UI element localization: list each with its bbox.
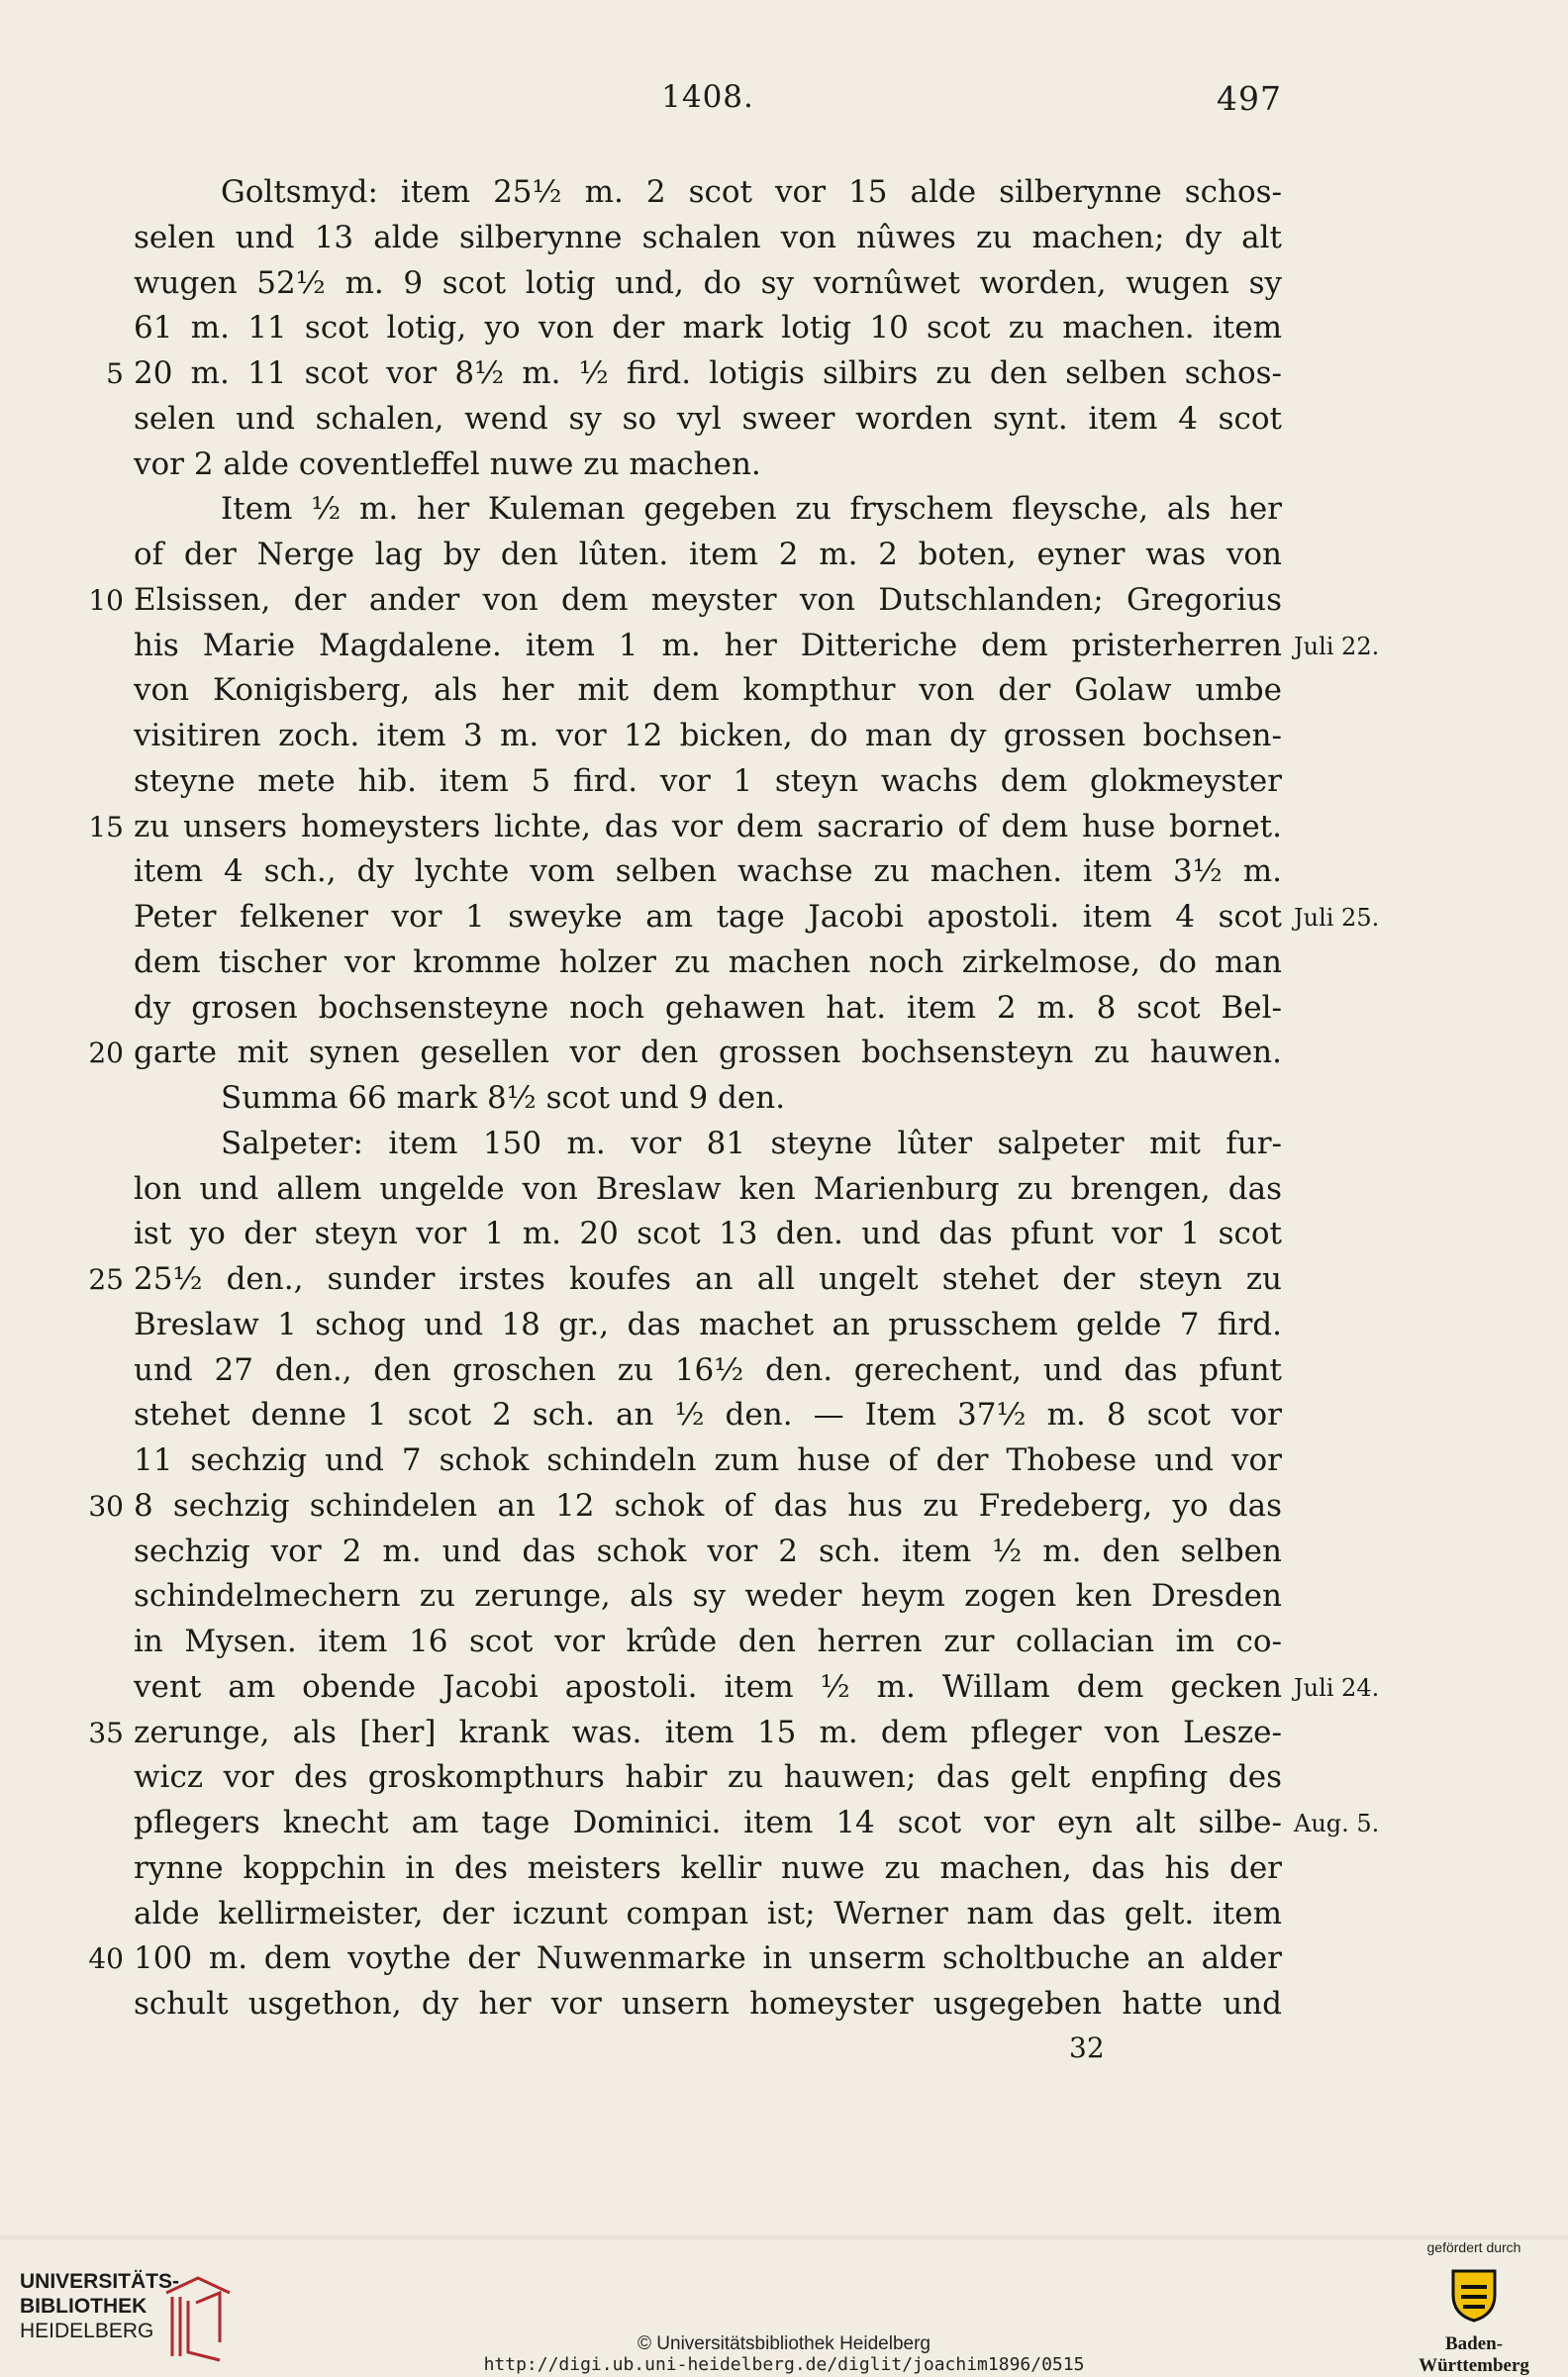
state-name: Baden-Württemberg xyxy=(1419,2333,1529,2376)
line-text: Goltsmyd: item 25½ m. 2 scot vor 15 alde silberynne schos- xyxy=(221,174,1282,210)
text-line xyxy=(88,805,1282,850)
line-text: garte mit synen gesellen vor den grossen bochsensteyn zu hauwen. xyxy=(134,1035,1282,1071)
library-name-line2: BIBLIOTHEK xyxy=(20,2295,147,2318)
line-text: 100 m. dem voythe der Nuwenmarke in unserm scholtbuche an alder xyxy=(134,1940,1282,1977)
text-line xyxy=(134,668,1282,714)
line-text: ist yo der steyn vor 1 m. 20 scot 13 den. und das pfunt vor 1 scot xyxy=(134,1216,1282,1252)
text-line xyxy=(134,1530,1282,1575)
line-text: dem tischer vor kromme holzer zu machen noch zirkelmose, do man xyxy=(134,943,1282,980)
text-line xyxy=(134,261,1282,307)
text-line xyxy=(134,624,1380,669)
line-text: Item ½ m. her Kuleman gegeben zu fryschem fleysche, als her xyxy=(221,491,1282,528)
text-line xyxy=(134,895,1380,941)
main-text xyxy=(88,170,1380,2028)
ub-heidelberg-logo[interactable] xyxy=(20,2269,179,2343)
line-number: 35 xyxy=(88,1716,124,1749)
text-line xyxy=(134,397,1282,443)
text-line xyxy=(134,306,1282,351)
text-line xyxy=(106,351,1282,397)
text-line xyxy=(134,1076,1282,1122)
copyright-text: © Universitätsbibliothek Heidelberg xyxy=(637,2333,931,2354)
text-line xyxy=(134,1755,1282,1801)
text-line xyxy=(134,714,1282,759)
text-line xyxy=(88,1711,1282,1756)
text-line xyxy=(134,1348,1282,1394)
page-header xyxy=(134,79,1282,127)
margin-date-note: Juli 24. xyxy=(1294,1673,1380,1702)
line-text: 8 sechzig schindelen an 12 schok of das hus zu Fredeberg, yo das xyxy=(134,1487,1282,1524)
text-line xyxy=(134,170,1282,216)
page-number: 497 xyxy=(1217,79,1282,118)
text-line xyxy=(134,1167,1282,1213)
text-line xyxy=(134,1122,1282,1167)
text-line xyxy=(134,759,1282,805)
footer-credit xyxy=(396,2333,1172,2375)
line-text: 20 m. 11 scot vor 8½ m. ½ fird. lotigis silbirs zu den selben schos- xyxy=(134,355,1282,391)
text-line xyxy=(134,1892,1282,1937)
text-line xyxy=(88,1484,1282,1530)
line-text: und 27 den., den groschen zu 16½ den. gerechent, und das pfunt xyxy=(134,1351,1282,1388)
text-line xyxy=(134,443,1282,488)
line-text: Elsissen, der ander von dem meyster von Dutschlanden; Gregorius xyxy=(134,581,1282,618)
text-line xyxy=(134,986,1282,1032)
line-text: steyne mete hib. item 5 fird. vor 1 steyn wachs dem glokmeyster xyxy=(134,762,1282,799)
text-line xyxy=(88,578,1282,624)
line-text: zerunge, als [her] krank was. item 15 m. dem pfleger von Lesze- xyxy=(134,1714,1282,1750)
state-coat-of-arms-icon xyxy=(1447,2265,1501,2325)
line-number: 30 xyxy=(88,1489,124,1523)
line-text: alde kellirmeister, der iczunt compan ist; Werner nam das gelt. item xyxy=(134,1895,1282,1931)
margin-date-note: Juli 25. xyxy=(1294,904,1380,932)
text-line xyxy=(134,1212,1282,1257)
line-number: 5 xyxy=(106,357,124,390)
line-text: his Marie Magdalene. item 1 m. her Ditteriche dem pristerherren xyxy=(134,627,1282,663)
permalink-url[interactable]: http://digi.ub.uni-heidelberg.de/diglit/joachim1896/0515 xyxy=(483,2354,1085,2375)
library-name-line3: HEIDELBERG xyxy=(20,2320,154,2342)
margin-date-note: Juli 22. xyxy=(1294,632,1380,660)
line-number: 25 xyxy=(88,1263,124,1296)
line-text: Peter felkener vor 1 sweyke am tage Jacobi apostoli. item 4 scot xyxy=(134,899,1282,935)
line-text: sechzig vor 2 m. und das schok vor 2 sch. item ½ m. den selben xyxy=(134,1533,1282,1569)
sponsor-logo[interactable] xyxy=(1400,2239,1548,2377)
line-text: vor 2 alde coventleffel nuwe zu machen. xyxy=(134,446,761,482)
text-line xyxy=(134,216,1282,261)
line-text: rynne koppchin in des meisters kellir nuwe zu machen, das his der xyxy=(134,1849,1282,1886)
footer xyxy=(0,2239,1568,2376)
line-number: 40 xyxy=(88,1942,124,1976)
line-text: selen und 13 alde silberynne schalen von nûwes zu machen; dy alt xyxy=(134,219,1282,255)
line-text: stehet denne 1 scot 2 sch. an ½ den. — Item 37½ m. 8 scot vor xyxy=(134,1397,1282,1434)
text-line xyxy=(88,1257,1282,1303)
text-line xyxy=(134,1303,1282,1348)
ub-logo-mark-icon xyxy=(158,2273,238,2362)
line-text: Breslaw 1 schog und 18 gr., das machet an prusschem gelde 7 fird. xyxy=(134,1306,1282,1342)
text-line xyxy=(134,1846,1282,1892)
library-name-line1: UNIVERSITÄTS- xyxy=(20,2270,180,2293)
line-number: 20 xyxy=(88,1037,124,1070)
margin-date-note: Aug. 5. xyxy=(1294,1810,1380,1837)
line-text: zu unsers homeysters lichte, das vor dem sacrario of dem huse bornet. xyxy=(134,808,1282,844)
text-line xyxy=(134,1982,1282,2028)
text-line xyxy=(134,533,1282,578)
line-text: 11 sechzig und 7 schok schindeln zum huse of der Thobese und vor xyxy=(134,1442,1282,1478)
line-text: wicz vor des groskompthurs habir zu hauwen; das gelt enpfing des xyxy=(134,1759,1282,1796)
funded-by-label: gefördert durch xyxy=(1426,2239,1521,2255)
line-text: Summa 66 mark 8½ scot und 9 den. xyxy=(221,1080,786,1116)
text-line xyxy=(88,1031,1282,1076)
text-line xyxy=(134,487,1282,533)
line-text: von Konigisberg, als her mit dem kompthur von der Golaw umbe xyxy=(134,672,1282,709)
text-line xyxy=(134,1393,1282,1438)
line-text: in Mysen. item 16 scot vor krûde den herren zur collacian im co- xyxy=(134,1624,1282,1659)
text-line xyxy=(134,1574,1282,1620)
line-text: dy grosen bochsensteyne noch gehawen hat. item 2 m. 8 scot Bel- xyxy=(134,989,1282,1026)
line-text: 61 m. 11 scot lotig, yo von der mark lotig 10 scot zu machen. item xyxy=(134,310,1282,347)
text-line xyxy=(134,1665,1380,1711)
line-number: 10 xyxy=(88,583,124,617)
line-text: wugen 52½ m. 9 scot lotig und, do sy vornûwet worden, wugen sy xyxy=(134,264,1282,301)
line-text: visitiren zoch. item 3 m. vor 12 bicken, do man dy grossen bochsen- xyxy=(134,718,1282,753)
line-text: lon und allem ungelde von Breslaw ken Marienburg zu brengen, das xyxy=(134,1170,1282,1207)
line-number: 15 xyxy=(88,810,124,843)
line-text: schindelmechern zu zerunge, als sy weder heym zogen ken Dresden xyxy=(134,1578,1282,1615)
text-line xyxy=(88,1936,1282,1982)
line-text: pflegers knecht am tage Dominici. item 14 scot vor eyn alt silbe- xyxy=(134,1805,1282,1840)
line-text: vent am obende Jacobi apostoli. item ½ m. Willam dem gecken xyxy=(134,1668,1282,1705)
signature-mark: 32 xyxy=(1069,2031,1105,2064)
line-text: schult usgethon, dy her vor unsern homeyster usgegeben hatte und xyxy=(134,1986,1282,2022)
text-line xyxy=(134,849,1282,895)
text-line xyxy=(134,1801,1380,1846)
line-text: selen und schalen, wend sy so vyl sweer worden synt. item 4 scot xyxy=(134,400,1282,437)
text-line xyxy=(134,1620,1282,1665)
line-text: Salpeter: item 150 m. vor 81 steyne lûter salpeter mit fur- xyxy=(221,1125,1282,1161)
line-text: item 4 sch., dy lychte vom selben wachse zu machen. item 3½ m. xyxy=(134,853,1282,890)
line-text: 25½ den., sunder irstes koufes an all ungelt stehet der steyn zu xyxy=(134,1261,1282,1297)
running-head-year: 1408. xyxy=(661,79,754,115)
text-line xyxy=(134,941,1282,986)
line-text: of der Nerge lag by den lûten. item 2 m. 2 boten, eyner was von xyxy=(134,537,1282,572)
text-line xyxy=(134,1438,1282,1484)
library-name xyxy=(20,2269,179,2343)
